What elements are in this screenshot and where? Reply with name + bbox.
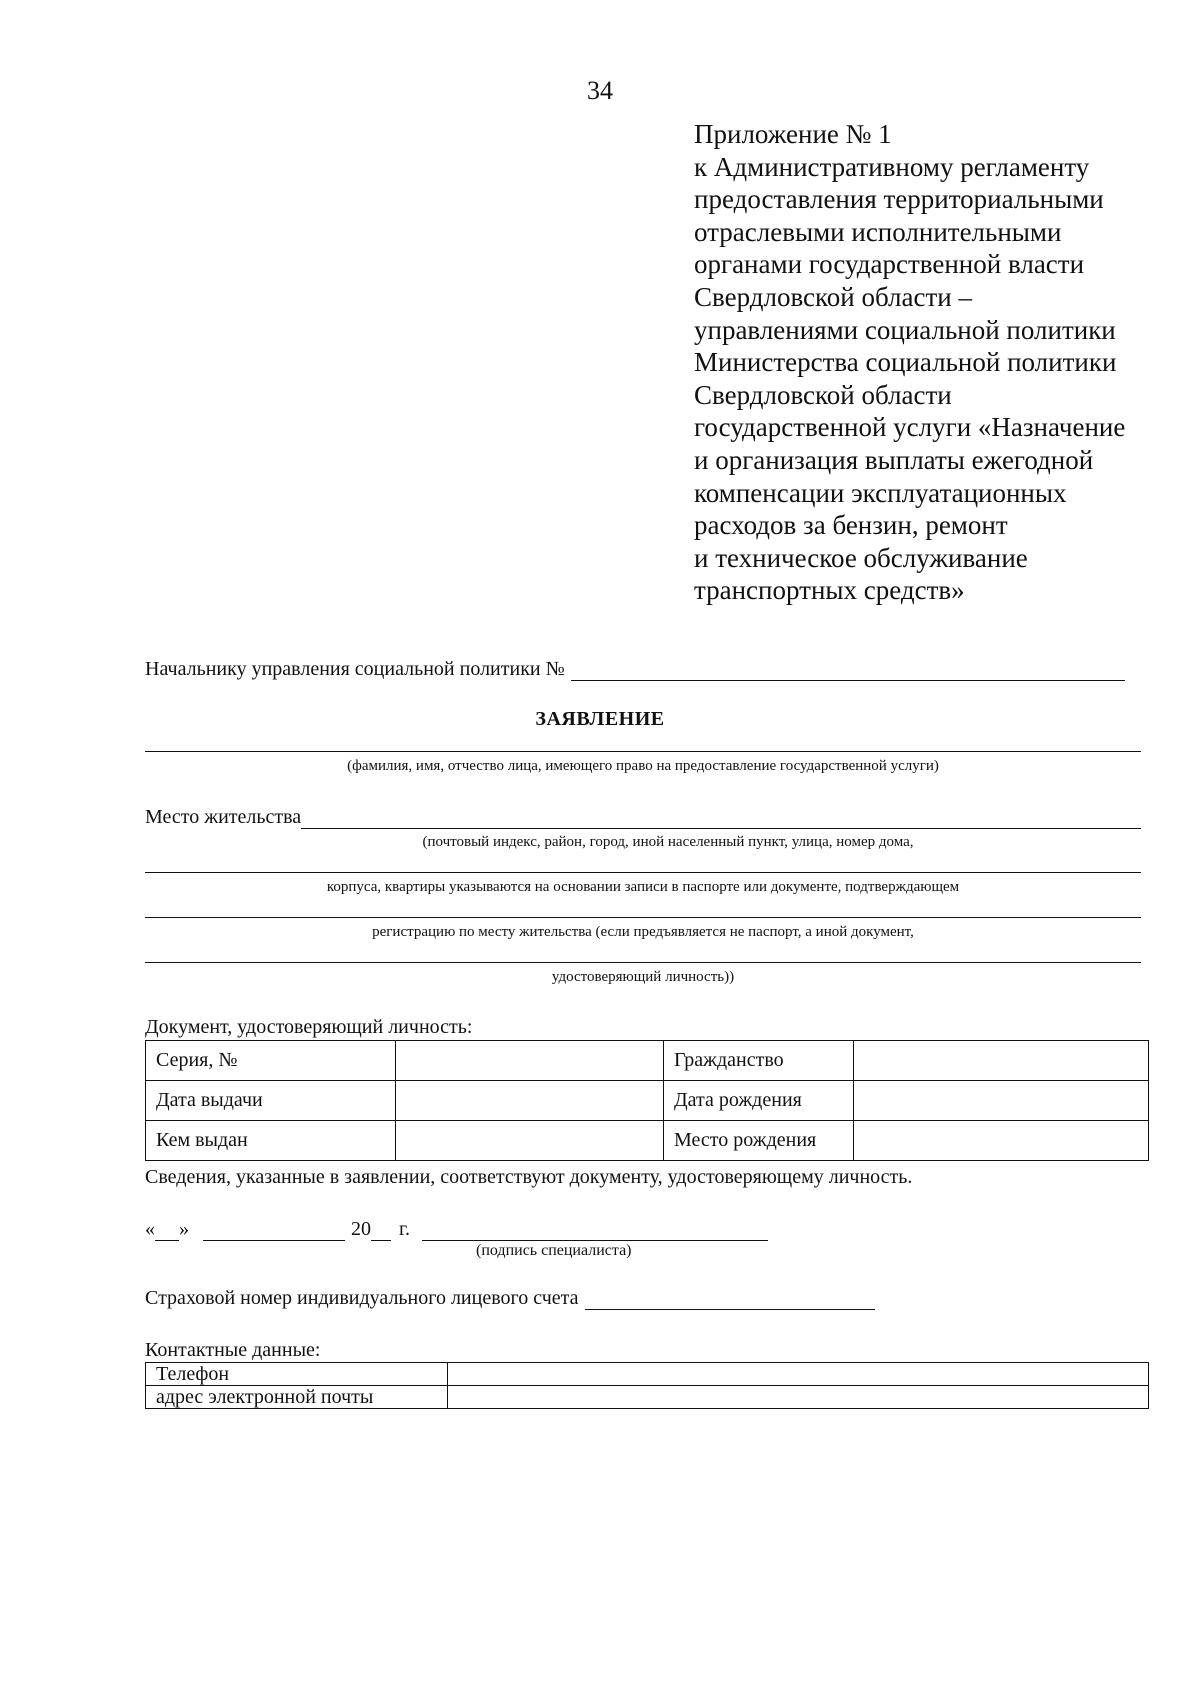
birth-date-field[interactable] [854, 1081, 1149, 1121]
residence-caption: корпуса, квартиры указываются на основании записи в паспорте или документе, подтверждающем [326, 879, 960, 895]
table-row [146, 1121, 1149, 1161]
email-label: адрес электронной почты [146, 1386, 448, 1409]
birth-date-label: Дата рождения [664, 1081, 854, 1121]
appendix-line: Министерства социальной политики [694, 347, 1117, 378]
contacts-table [145, 1362, 1149, 1409]
birth-place-label: Место рождения [664, 1121, 854, 1161]
year-prefix: 20 [351, 1218, 371, 1240]
issued-by-label: Кем выдан [146, 1121, 396, 1161]
signature-field[interactable] [422, 1222, 768, 1241]
appendix-line: управлениями социальной политики [694, 314, 1116, 345]
table-row [146, 1386, 1149, 1409]
id-document-heading: Документ, удостоверяющий личность: [145, 1016, 473, 1038]
residence-caption: удостоверяющий личность)) [551, 969, 735, 985]
appendix-line: Приложение № 1 [694, 119, 892, 149]
residence-caption: регистрацию по месту жительства (если предъявляется не паспорт, а иной документ, [372, 924, 914, 940]
snils-line [145, 1287, 875, 1310]
birth-place-field[interactable] [854, 1121, 1149, 1161]
residence-caption: (почтовый индекс, район, город, иной населенный пункт, улица, номер дома, [422, 834, 914, 850]
signature-caption: (подпись специалиста) [476, 1242, 632, 1259]
phone-label: Телефон [146, 1363, 448, 1386]
appendix-line: к Административному регламенту [694, 151, 1090, 182]
appendix-line: и организация выплаты ежегодной [694, 444, 1094, 475]
contacts-heading: Контактные данные: [145, 1339, 321, 1361]
statement-text: Сведения, указанные в заявлении, соответствуют документу, удостоверяющему личность. [145, 1166, 913, 1188]
appendix-line: отраслевыми исполнительными [694, 216, 1062, 247]
appendix-line: предоставления территориальными [694, 184, 1104, 215]
table-row [146, 1041, 1149, 1081]
appendix-line: расходов за бензин, ремонт [694, 510, 1008, 541]
issue-date-field[interactable] [396, 1081, 664, 1121]
page-number: 34 [587, 76, 613, 105]
citizenship-field[interactable] [854, 1041, 1149, 1081]
day-field[interactable] [155, 1222, 179, 1241]
series-number-label: Серия, № [146, 1041, 396, 1081]
residence-field[interactable] [301, 810, 1141, 829]
snils-label: Страховой номер индивидуального лицевого счета [145, 1287, 579, 1309]
table-row [146, 1081, 1149, 1121]
addressee-label: Начальнику управления социальной политики № [145, 658, 565, 680]
appendix-line: Свердловской области [694, 379, 952, 410]
date-open-quote: « [145, 1218, 155, 1240]
appendix-line: компенсации эксплуатационных [694, 477, 1067, 508]
table-row [146, 1363, 1149, 1386]
residence-label: Место жительства [145, 806, 302, 828]
fio-field[interactable] [145, 751, 1141, 752]
date-signature-line [145, 1218, 768, 1241]
fio-caption: (фамилия, имя, отчество лица, имеющего право на предоставление государственной услуги) [347, 758, 939, 774]
year-field[interactable] [371, 1222, 391, 1241]
id-document-table [145, 1040, 1149, 1161]
appendix-line: и техническое обслуживание [694, 542, 1028, 573]
issue-date-label: Дата выдачи [146, 1081, 396, 1121]
residence-field-line-4[interactable] [145, 962, 1141, 963]
appendix-line: Свердловской области – [694, 281, 972, 312]
date-close-quote: » [179, 1218, 189, 1240]
form-title: ЗАЯВЛЕНИЕ [535, 708, 665, 730]
appendix-block [694, 118, 1174, 607]
residence-field-line-3[interactable] [145, 917, 1141, 918]
department-number-field[interactable] [571, 662, 1125, 681]
citizenship-label: Гражданство [664, 1041, 854, 1081]
month-field[interactable] [203, 1222, 345, 1241]
residence-line [145, 806, 1141, 829]
series-number-field[interactable] [396, 1041, 664, 1081]
email-field[interactable] [448, 1386, 1149, 1409]
phone-field[interactable] [448, 1363, 1149, 1386]
year-suffix: г. [399, 1218, 410, 1240]
appendix-line: транспортных средств» [694, 575, 965, 606]
addressee-line [145, 658, 1125, 681]
residence-field-line-2[interactable] [145, 872, 1141, 873]
snils-field[interactable] [585, 1291, 875, 1310]
appendix-line: государственной услуги «Назначение [694, 412, 1126, 443]
issued-by-field[interactable] [396, 1121, 664, 1161]
appendix-line: органами государственной власти [694, 249, 1085, 280]
